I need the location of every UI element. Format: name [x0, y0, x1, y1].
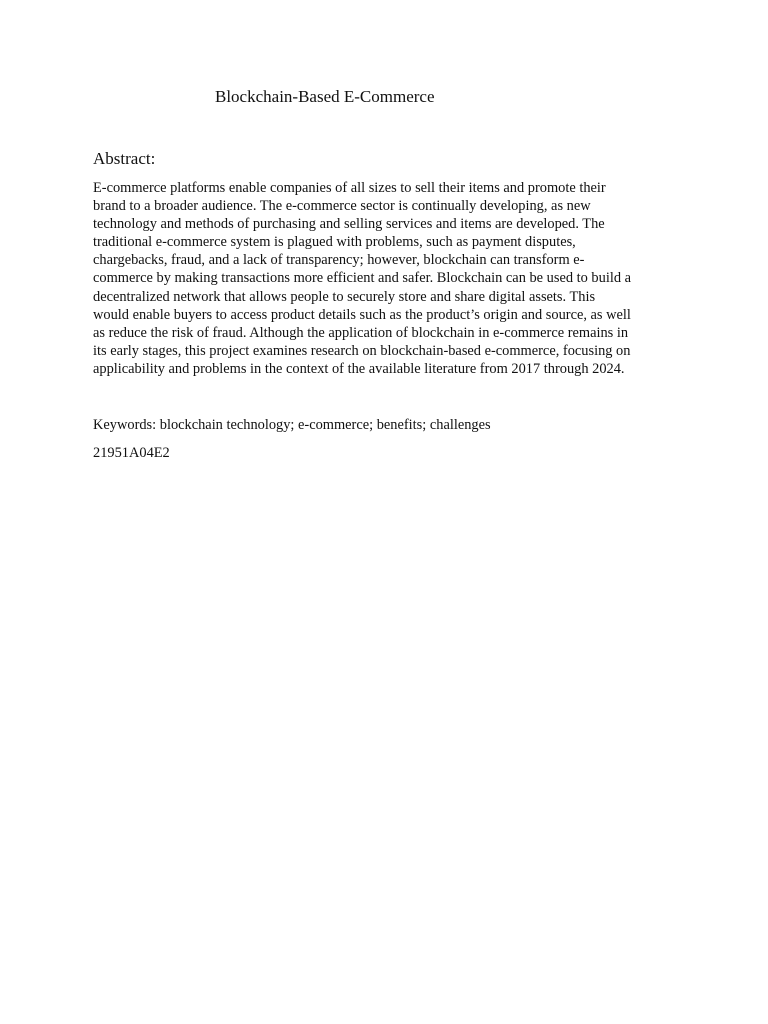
abstract-line: its early stages, this project examines research on blockchain-based e-commerce, focusing on — [93, 342, 631, 359]
abstract-line: brand to a broader audience. The e-commerce sector is continually developing, as new — [93, 198, 591, 215]
abstract-line: commerce by making transactions more efficient and safer. Blockchain can be used to build a — [93, 270, 631, 287]
abstract-body — [93, 179, 683, 378]
abstract-line: would enable buyers to access product details such as the product’s origin and source, as well — [93, 306, 631, 323]
abstract-line: traditional e-commerce system is plagued with problems, such as payment disputes, — [93, 234, 576, 251]
document-title: Blockchain-Based E-Commerce — [215, 87, 435, 106]
abstract-line: E-commerce platforms enable companies of all sizes to sell their items and promote their — [93, 180, 606, 196]
abstract-line: as reduce the risk of fraud. Although the application of blockchain in e-commerce remains in — [93, 324, 629, 341]
abstract-heading: Abstract: — [93, 149, 156, 168]
abstract-line: applicability and problems in the context of the available literature from 2017 through 2024. — [93, 360, 625, 377]
abstract-line: technology and methods of purchasing and selling services and items are developed. The — [93, 216, 605, 233]
abstract-line: decentralized network that allows people to securely store and share digital assets. This — [93, 288, 596, 305]
abstract-line: chargebacks, fraud, and a lack of transparency; however, blockchain can transform e- — [93, 252, 585, 269]
keywords-line: Keywords: blockchain technology; e-commerce; benefits; challenges — [93, 417, 491, 433]
document-id: 21951A04E2 — [93, 445, 170, 461]
